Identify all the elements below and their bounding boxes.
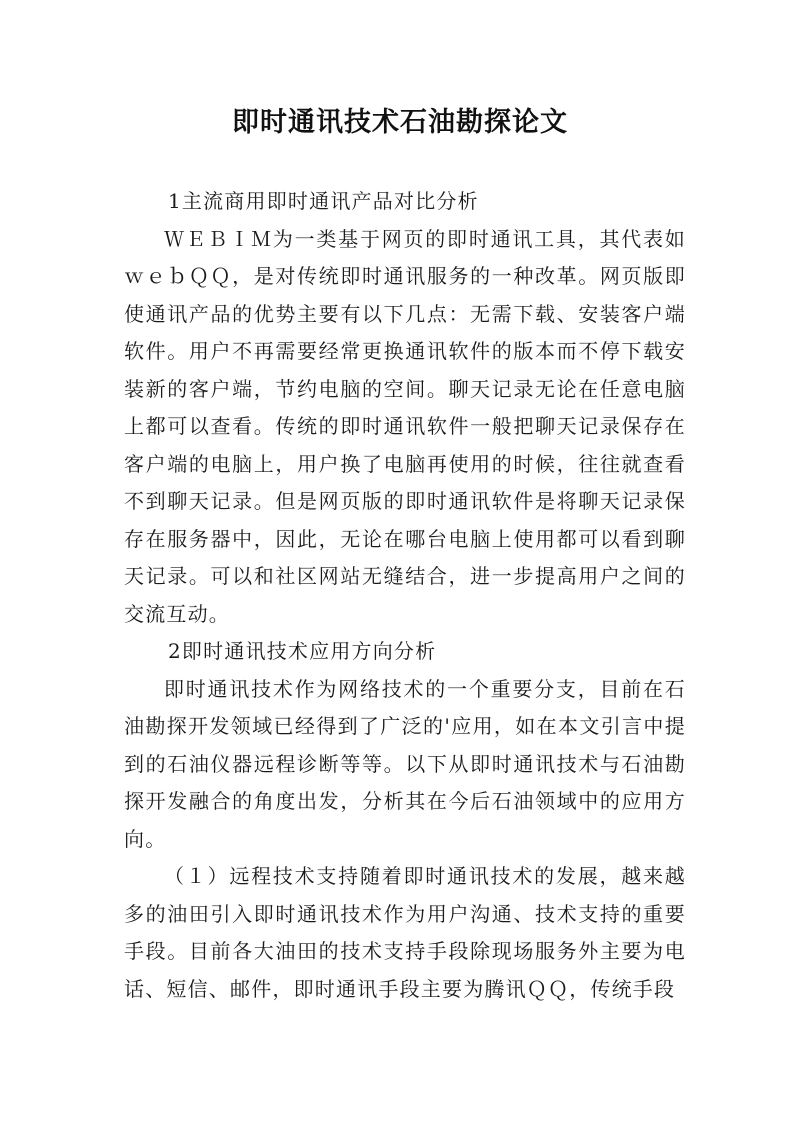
section-heading-1: 1主流商用即时通讯产品对比分析 — [168, 189, 479, 213]
document-body — [124, 183, 686, 1008]
paragraph-3: （１）远程技术支持随着即时通讯技术的发展，越来越多的油田引入即时通讯技术作为用户沟通、技术支持的重要手段。目前各大油田的技术支持手段除现场服务外主要为电话、短信、邮件，即时通讯手段主要为腾讯ＱＱ，传统手段 — [124, 864, 686, 1001]
document-title: 即时通讯技术石油勘探论文 — [232, 107, 568, 138]
section-heading-2: 2即时通讯技术应用方向分析 — [168, 639, 437, 663]
paragraph-1: ＷＥＢＩＭ为一类基于网页的即时通讯工具，其代表如ｗｅｂＱＱ，是对传统即时通讯服务的一种改革。网页版即使通讯产品的优势主要有以下几点：无需下载、安装客户端软件。用户不再需要经常更换通讯软件的版本而不停下载安装新的客户端，节约电脑的空间。聊天记录无论在任意电脑上都可以查看。传统的即时通讯软件一般把聊天记录保存在客户端的电脑上，用户换了电脑再使用的时候，往往就查看不到聊天记录。但是网页版的即时通讯软件是将聊天记录保存在服务器中，因此，无论在哪台电脑上使用都可以看到聊天记录。可以和社区网站无缝结合，进一步提高用户之间的交流互动。 — [124, 226, 686, 626]
paragraph-2: 即时通讯技术作为网络技术的一个重要分支，目前在石油勘探开发领域已经得到了广泛的'应用，如在本文引言中提到的石油仪器远程诊断等等。以下从即时通讯技术与石油勘探开发融合的角度出发，分析其在今后石油领域中的应用方向。 — [124, 676, 686, 851]
